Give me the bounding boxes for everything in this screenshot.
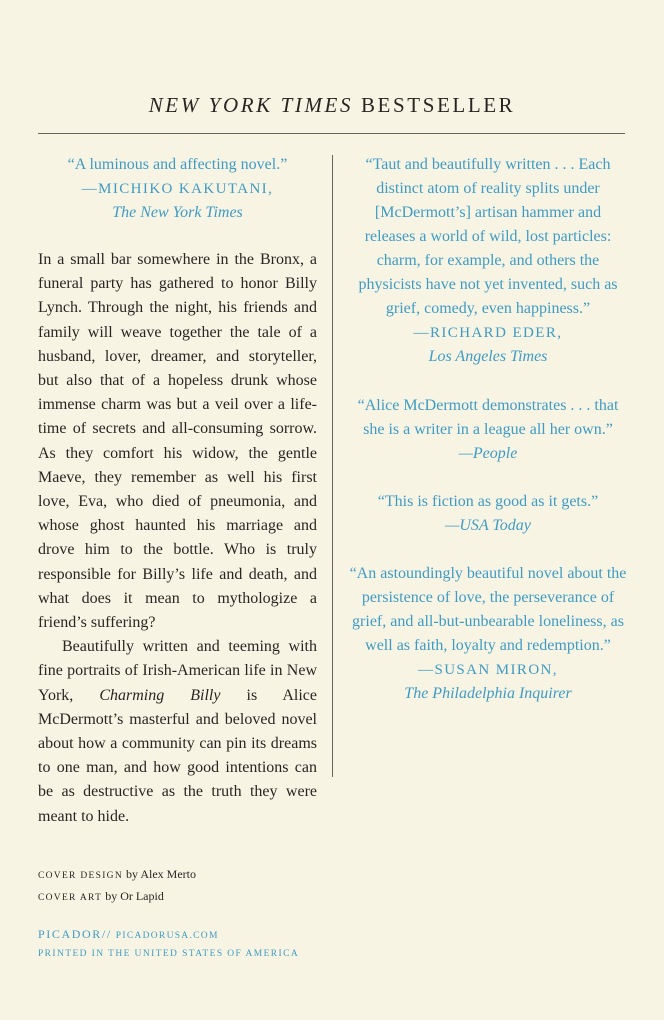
column-divider xyxy=(332,155,333,777)
quote-source: —RICHARD EDER, xyxy=(413,325,563,341)
description-paragraph-2-start: Beautifully written and teeming with fine portraits of Irish-American life in New York, xyxy=(38,638,317,704)
publisher-block xyxy=(38,925,299,959)
cover-design-name: by Alex Merto xyxy=(126,867,197,881)
book-description xyxy=(38,248,317,829)
publisher-separator: // xyxy=(101,927,112,941)
quote-source: —SUSAN MIRON, xyxy=(418,662,558,678)
quote-miron xyxy=(346,562,630,706)
cover-design-label: COVER DESIGN xyxy=(38,871,124,881)
quote-kakutani xyxy=(38,153,317,225)
cover-credits xyxy=(38,864,196,908)
quote-people xyxy=(352,394,624,466)
quote-publication: —People xyxy=(458,445,518,462)
publisher-url: PICADORUSA.COM xyxy=(115,931,219,941)
book-title: Charming Billy xyxy=(99,686,221,704)
publisher-line xyxy=(38,925,299,943)
header-title-italic: NEW YORK TIMES xyxy=(148,93,354,117)
description-paragraph-2 xyxy=(38,635,317,829)
quote-publication: —USA Today xyxy=(445,517,531,534)
quote-publication: The New York Times xyxy=(112,204,243,221)
quote-source: —MICHIKO KAKUTANI, xyxy=(81,181,274,197)
quote-text: “Taut and beautifully written . . . Each distinct atom of reality splits under [McDermott’s] artisan hammer and releases a world of wild, lost particles: charm, for example, and others the physicists have not yet invented, such as grief, comedy, even happiness.” xyxy=(358,156,618,317)
cover-art-label: COVER ART xyxy=(38,893,103,903)
quote-publication: The Philadelphia Inquirer xyxy=(404,685,572,702)
cover-design-credit xyxy=(38,864,196,886)
quote-text: “Alice McDermott demonstrates . . . that she is a writer in a league all her own.” xyxy=(357,397,619,438)
printed-in: PRINTED IN THE UNITED STATES OF AMERICA xyxy=(38,949,300,959)
publisher-name: PICADOR xyxy=(38,927,102,941)
cover-art-name: by Or Lapid xyxy=(105,889,164,903)
description-paragraph-1: In a small bar somewhere in the Bronx, a funeral party has gathered to honor Billy Lynch. Through the night, his friends and family will weave together the tale of a husband, lover, dreamer, and storyteller, but also that of a hopeless drunk whose immense charm was but a veil over a lifetime of secrets and all-consuming sorrow. As they comfort his widow, the gentle Maeve, they remember as well his first love, Eva, who died of pneumonia, and whose ghost haunted his marriage and drove him to the bottle. Who is truly responsible for Billy’s life and death, and what does it mean to mythologize a friend’s suffering? xyxy=(38,251,317,632)
quote-eder xyxy=(352,153,624,369)
quote-usa-today xyxy=(352,490,624,538)
quote-text: “A luminous and affecting novel.” xyxy=(67,156,288,173)
header-title-rest: BESTSELLER xyxy=(360,93,516,117)
description-paragraph-2-end: is Alice McDermott’s masterful and beloved novel about how a community can pin its dreams to one man, and how good intentions can be as destructive as the truth they were meant to hide. xyxy=(38,686,318,825)
header-rule xyxy=(38,133,625,134)
quote-publication: Los Angeles Times xyxy=(428,348,548,365)
quote-text: “This is fiction as good as it gets.” xyxy=(377,493,599,510)
quote-text: “An astoundingly beautiful novel about the persistence of love, the perseverance of grief, and all-but-unbearable loneliness, as well as faith, loyalty and redemption.” xyxy=(349,565,627,654)
cover-art-credit xyxy=(38,886,196,908)
bestseller-header xyxy=(0,93,664,118)
